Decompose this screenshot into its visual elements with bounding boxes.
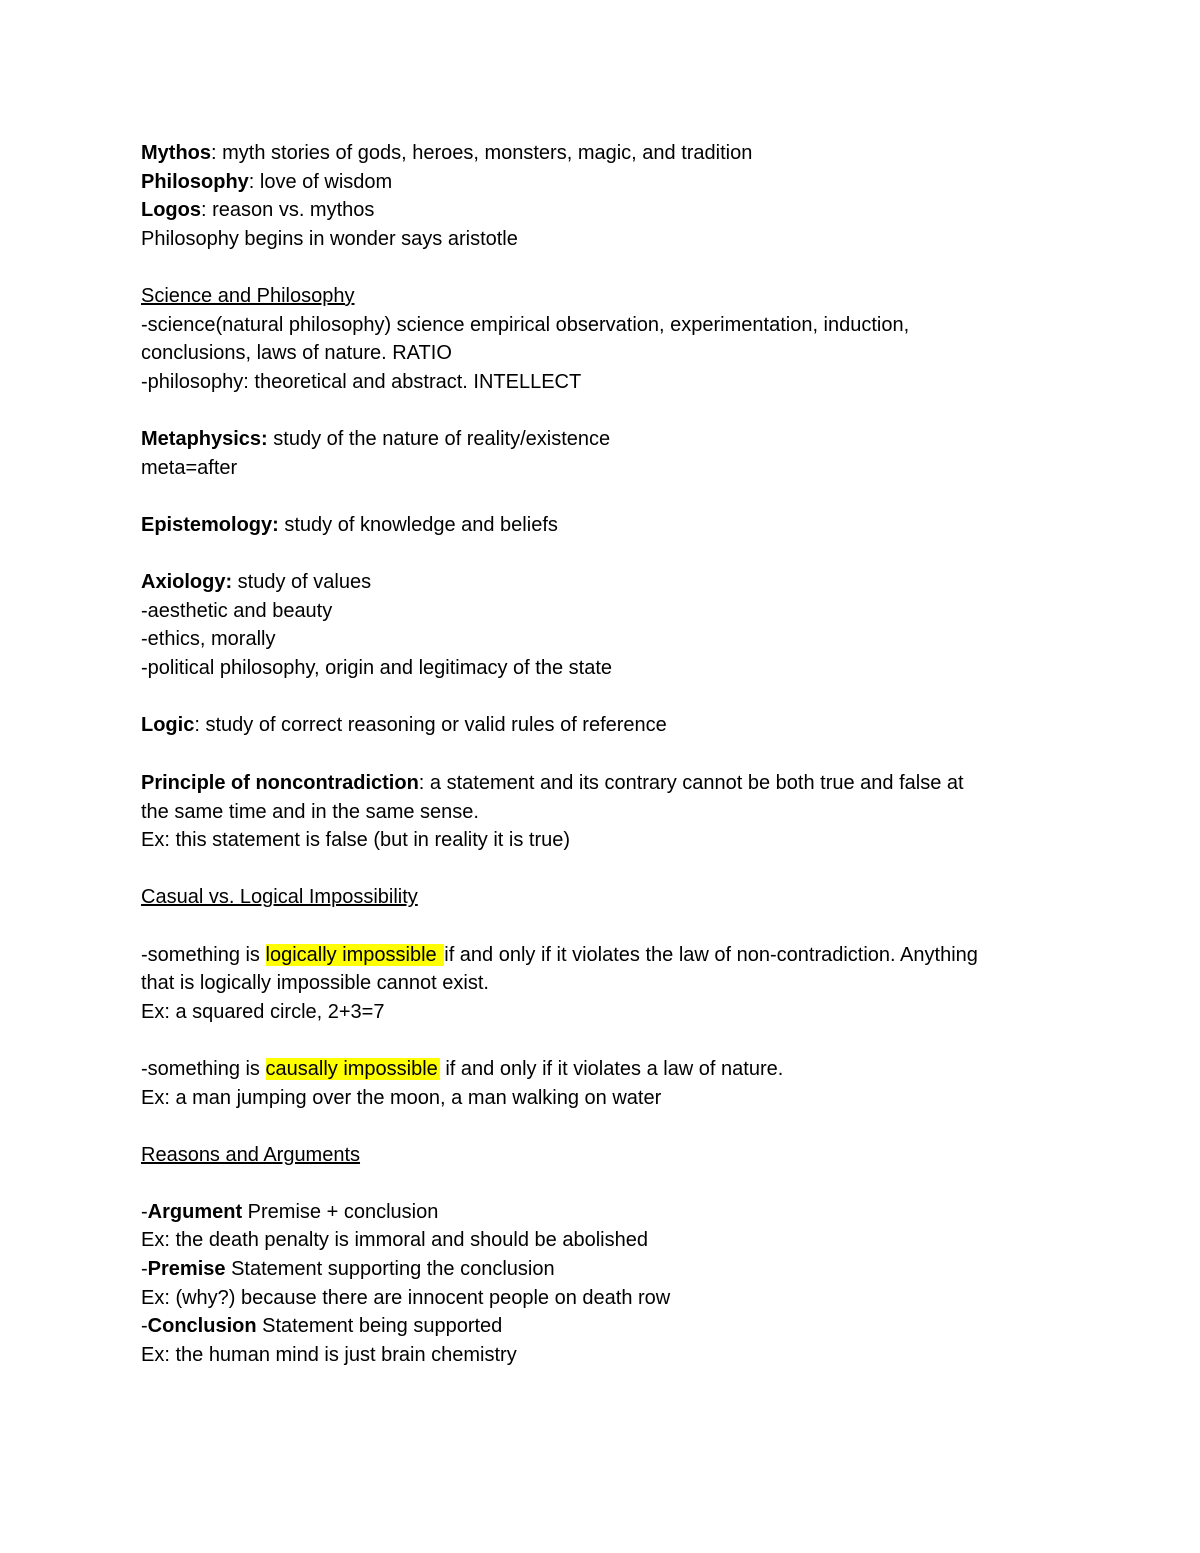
impossibility-heading: Casual vs. Logical Impossibility [141,886,418,909]
logos-line [141,196,1061,225]
dash: - [141,1315,148,1338]
conclusion-definition: Statement being supported [256,1315,503,1338]
axiology-item: -ethics, morally [141,628,276,651]
spacer [141,855,1061,884]
science-line-1: -science(natural philosophy) science empirical observation, experimentation, induction, [141,313,910,336]
mythos-term: Mythos [141,142,211,164]
spacer [141,739,1061,769]
logical-rest: if and only if it violates the law of non-contradiction. Anything [444,943,978,966]
spacer [141,682,1061,711]
spacer [141,1112,1061,1141]
spacer [141,912,1061,941]
spacer [141,396,1061,425]
metaphysics-note: meta=after [141,456,238,479]
dash: - [141,1258,148,1281]
logos-definition: : reason vs. mythos [201,199,375,222]
axiology-item: -political philosophy, origin and legitimacy of the state [141,656,612,679]
axiology-line [141,568,1061,597]
causal-example: Ex: a man jumping over the moon, a man walking on water [141,1086,662,1109]
metaphysics-term: Metaphysics: [141,427,268,450]
argument-example: Ex: the death penalty is immoral and should be abolished [141,1229,648,1252]
noncontradiction-example: Ex: this statement is false (but in reality it is true) [141,829,571,852]
logos-term: Logos [141,199,201,222]
premise-definition: Statement supporting the conclusion [225,1258,555,1281]
axiology-definition: study of values [232,570,372,593]
logic-line [141,711,1061,740]
logical-impossibility-line [141,941,1061,970]
logical-line-2: that is logically impossible cannot exist. [141,972,489,995]
dash: - [141,1200,148,1223]
mythos-line [141,139,1061,168]
axiology-item: -aesthetic and beauty [141,599,333,622]
spacer [141,539,1061,568]
noncontradiction-line-2: the same time and in the same sense. [141,800,479,823]
epistemology-definition: study of knowledge and beliefs [278,513,558,536]
science-line-3: -philosophy: theoretical and abstract. INTELLECT [141,370,582,393]
spacer [141,253,1061,282]
science-line-2: conclusions, laws of nature. RATIO [141,342,452,365]
logic-term: Logic [141,713,195,736]
causal-impossibility-line [141,1055,1061,1084]
conclusion-line [141,1312,1061,1341]
arguments-heading: Reasons and Arguments [141,1143,361,1166]
science-heading: Science and Philosophy [141,284,355,307]
axiology-term: Axiology: [141,570,233,593]
causal-prefix: -something is [141,1057,266,1080]
premise-term: Premise [147,1258,226,1281]
metaphysics-line [141,425,1061,454]
argument-line [141,1198,1061,1227]
logical-example: Ex: a squared circle, 2+3=7 [141,1000,385,1023]
spacer [141,1169,1061,1198]
mythos-definition: : myth stories of gods, heroes, monsters, magic, and tradition [211,142,753,164]
causal-rest: if and only if it violates a law of nature. [439,1057,784,1080]
spacer [141,482,1061,511]
spacer [141,1026,1061,1055]
notes-body [141,139,1061,1369]
argument-definition: Premise + conclusion [242,1200,439,1223]
conclusion-term: Conclusion [147,1315,257,1338]
logical-prefix: -something is [141,943,266,966]
noncontradiction-definition: : a statement and its contrary cannot be both true and false at [418,771,964,794]
metaphysics-definition: study of the nature of reality/existence [267,427,611,450]
epistemology-line [141,511,1061,540]
philosophy-line [141,168,1061,197]
noncontradiction-line [141,769,1061,798]
philosophy-term: Philosophy [141,170,249,193]
philosophy-definition: : love of wisdom [248,170,393,193]
wonder-line: Philosophy begins in wonder says aristotle [141,227,518,250]
causal-highlight: causally impossible [265,1057,438,1080]
logical-highlight: logically impossible [265,943,443,966]
logic-definition: : study of correct reasoning or valid rules of reference [194,713,667,736]
conclusion-example: Ex: the human mind is just brain chemistry [141,1343,517,1366]
premise-example: Ex: (why?) because there are innocent people on death row [141,1286,671,1309]
noncontradiction-term: Principle of noncontradiction [141,771,419,794]
epistemology-term: Epistemology: [141,513,279,536]
premise-line [141,1255,1061,1284]
argument-term: Argument [147,1200,243,1223]
